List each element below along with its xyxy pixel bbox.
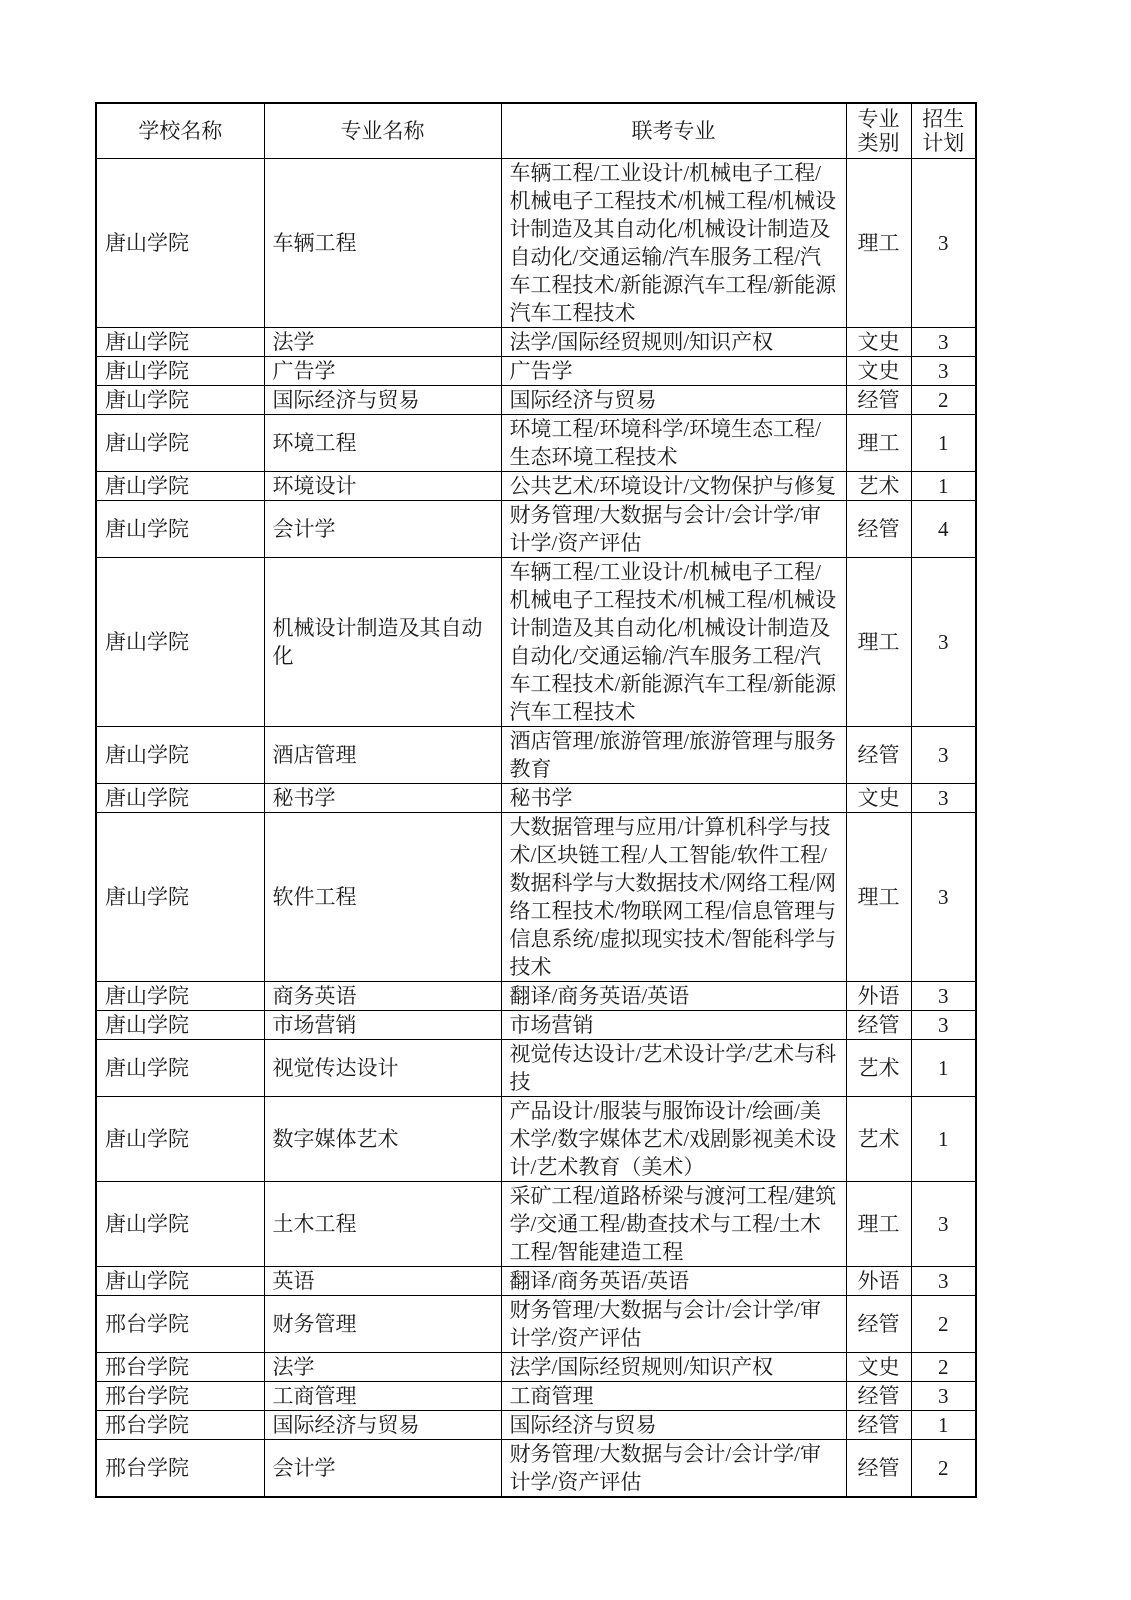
school-cell: 唐山学院	[96, 1267, 264, 1296]
category-cell: 经管	[846, 1382, 911, 1411]
major-cell: 环境工程	[264, 415, 501, 472]
joint-majors-cell: 法学/国际经贸规则/知识产权	[501, 1353, 846, 1382]
school-cell: 唐山学院	[96, 159, 264, 328]
major-cell: 软件工程	[264, 813, 501, 982]
joint-majors-cell: 财务管理/大数据与会计/会计学/审计学/资产评估	[501, 1296, 846, 1353]
joint-majors-cell: 财务管理/大数据与会计/会计学/审计学/资产评估	[501, 1440, 846, 1498]
plan-cell: 3	[911, 1382, 976, 1411]
plan-cell: 1	[911, 1040, 976, 1097]
major-cell: 法学	[264, 328, 501, 357]
table-row	[96, 1440, 976, 1498]
major-cell: 车辆工程	[264, 159, 501, 328]
school-cell: 邢台学院	[96, 1353, 264, 1382]
major-cell: 商务英语	[264, 982, 501, 1011]
table-header	[96, 103, 976, 159]
school-cell: 唐山学院	[96, 558, 264, 727]
joint-majors-cell: 车辆工程/工业设计/机械电子工程/机械电子工程技术/机械工程/机械设计制造及其自动化/机械设计制造及自动化/交通运输/汽车服务工程/汽车工程技术/新能源汽车工程/新能源汽车工程技术	[501, 558, 846, 727]
table-row	[96, 1411, 976, 1440]
category-cell: 文史	[846, 357, 911, 386]
table-row	[96, 813, 976, 982]
major-cell: 国际经济与贸易	[264, 386, 501, 415]
school-cell: 唐山学院	[96, 386, 264, 415]
table-row	[96, 1097, 976, 1182]
joint-majors-cell: 财务管理/大数据与会计/会计学/审计学/资产评估	[501, 501, 846, 558]
header-joint-exam-majors: 联考专业	[501, 103, 846, 159]
table-row	[96, 982, 976, 1011]
major-cell: 数字媒体艺术	[264, 1097, 501, 1182]
plan-cell: 1	[911, 472, 976, 501]
table-row	[96, 558, 976, 727]
category-cell: 经管	[846, 1440, 911, 1498]
plan-cell: 2	[911, 1353, 976, 1382]
plan-cell: 3	[911, 1011, 976, 1040]
table-row	[96, 415, 976, 472]
plan-cell: 1	[911, 1097, 976, 1182]
joint-majors-cell: 环境工程/环境科学/环境生态工程/生态环境工程技术	[501, 415, 846, 472]
major-cell: 土木工程	[264, 1182, 501, 1267]
category-cell: 外语	[846, 982, 911, 1011]
joint-majors-cell: 采矿工程/道路桥梁与渡河工程/建筑学/交通工程/勘查技术与工程/土木工程/智能建造工程	[501, 1182, 846, 1267]
table-row	[96, 1353, 976, 1382]
school-cell: 唐山学院	[96, 1097, 264, 1182]
plan-cell: 3	[911, 1267, 976, 1296]
table-row	[96, 1382, 976, 1411]
joint-majors-cell: 秘书学	[501, 784, 846, 813]
joint-majors-cell: 翻译/商务英语/英语	[501, 1267, 846, 1296]
category-cell: 理工	[846, 813, 911, 982]
category-cell: 理工	[846, 415, 911, 472]
category-cell: 文史	[846, 328, 911, 357]
header-school-name: 学校名称	[96, 103, 264, 159]
joint-majors-cell: 大数据管理与应用/计算机科学与技术/区块链工程/人工智能/软件工程/数据科学与大数据技术/网络工程/网络工程技术/物联网工程/信息管理与信息系统/虚拟现实技术/智能科学与技术	[501, 813, 846, 982]
school-cell: 唐山学院	[96, 415, 264, 472]
table-row	[96, 1040, 976, 1097]
table-row	[96, 472, 976, 501]
joint-majors-cell: 视觉传达设计/艺术设计学/艺术与科技	[501, 1040, 846, 1097]
category-cell: 经管	[846, 1411, 911, 1440]
school-cell: 唐山学院	[96, 501, 264, 558]
joint-majors-cell: 国际经济与贸易	[501, 1411, 846, 1440]
school-cell: 唐山学院	[96, 357, 264, 386]
plan-cell: 1	[911, 1411, 976, 1440]
major-cell: 英语	[264, 1267, 501, 1296]
school-cell: 邢台学院	[96, 1440, 264, 1498]
category-cell: 文史	[846, 784, 911, 813]
joint-majors-cell: 广告学	[501, 357, 846, 386]
category-cell: 外语	[846, 1267, 911, 1296]
plan-cell: 3	[911, 784, 976, 813]
plan-cell: 3	[911, 1182, 976, 1267]
table-body	[96, 159, 976, 1498]
plan-cell: 3	[911, 813, 976, 982]
plan-cell: 3	[911, 159, 976, 328]
major-cell: 机械设计制造及其自动化	[264, 558, 501, 727]
table-row	[96, 501, 976, 558]
major-cell: 国际经济与贸易	[264, 1411, 501, 1440]
school-cell: 邢台学院	[96, 1296, 264, 1353]
table-row	[96, 1182, 976, 1267]
joint-majors-cell: 市场营销	[501, 1011, 846, 1040]
table-row	[96, 328, 976, 357]
plan-cell: 3	[911, 982, 976, 1011]
category-cell: 艺术	[846, 472, 911, 501]
major-cell: 视觉传达设计	[264, 1040, 501, 1097]
header-enrollment-plan: 招生计划	[911, 103, 976, 159]
school-cell: 唐山学院	[96, 982, 264, 1011]
joint-majors-cell: 车辆工程/工业设计/机械电子工程/机械电子工程技术/机械工程/机械设计制造及其自动化/机械设计制造及自动化/交通运输/汽车服务工程/汽车工程技术/新能源汽车工程/新能源汽车工程技术	[501, 159, 846, 328]
joint-majors-cell: 酒店管理/旅游管理/旅游管理与服务教育	[501, 727, 846, 784]
major-cell: 法学	[264, 1353, 501, 1382]
category-cell: 经管	[846, 727, 911, 784]
category-cell: 经管	[846, 1296, 911, 1353]
joint-majors-cell: 翻译/商务英语/英语	[501, 982, 846, 1011]
plan-cell: 3	[911, 727, 976, 784]
major-cell: 秘书学	[264, 784, 501, 813]
joint-majors-cell: 法学/国际经贸规则/知识产权	[501, 328, 846, 357]
major-cell: 工商管理	[264, 1382, 501, 1411]
joint-majors-cell: 工商管理	[501, 1382, 846, 1411]
school-cell: 邢台学院	[96, 1411, 264, 1440]
school-cell: 唐山学院	[96, 472, 264, 501]
category-cell: 文史	[846, 1353, 911, 1382]
table-row	[96, 1296, 976, 1353]
major-cell: 市场营销	[264, 1011, 501, 1040]
school-cell: 唐山学院	[96, 1040, 264, 1097]
plan-cell: 3	[911, 328, 976, 357]
school-cell: 唐山学院	[96, 1182, 264, 1267]
school-cell: 唐山学院	[96, 813, 264, 982]
school-cell: 唐山学院	[96, 1011, 264, 1040]
table-row	[96, 727, 976, 784]
category-cell: 经管	[846, 1011, 911, 1040]
joint-majors-cell: 国际经济与贸易	[501, 386, 846, 415]
category-cell: 经管	[846, 386, 911, 415]
major-cell: 会计学	[264, 501, 501, 558]
joint-majors-cell: 产品设计/服装与服饰设计/绘画/美术学/数字媒体艺术/戏剧影视美术设计/艺术教育（美术）	[501, 1097, 846, 1182]
plan-cell: 2	[911, 1296, 976, 1353]
category-cell: 艺术	[846, 1040, 911, 1097]
school-cell: 唐山学院	[96, 727, 264, 784]
joint-majors-cell: 公共艺术/环境设计/文物保护与修复	[501, 472, 846, 501]
admission-plan-table	[95, 102, 977, 1498]
plan-cell: 4	[911, 501, 976, 558]
table-row	[96, 159, 976, 328]
major-cell: 财务管理	[264, 1296, 501, 1353]
plan-cell: 3	[911, 558, 976, 727]
table-row	[96, 1011, 976, 1040]
plan-cell: 3	[911, 357, 976, 386]
category-cell: 经管	[846, 501, 911, 558]
category-cell: 理工	[846, 1182, 911, 1267]
table-row	[96, 386, 976, 415]
category-cell: 理工	[846, 558, 911, 727]
major-cell: 酒店管理	[264, 727, 501, 784]
table-row	[96, 1267, 976, 1296]
plan-cell: 2	[911, 1440, 976, 1498]
plan-cell: 1	[911, 415, 976, 472]
school-cell: 唐山学院	[96, 328, 264, 357]
header-row	[96, 103, 976, 159]
category-cell: 艺术	[846, 1097, 911, 1182]
header-major-category: 专业类别	[846, 103, 911, 159]
header-major-name: 专业名称	[264, 103, 501, 159]
school-cell: 邢台学院	[96, 1382, 264, 1411]
table-row	[96, 784, 976, 813]
plan-cell: 2	[911, 386, 976, 415]
school-cell: 唐山学院	[96, 784, 264, 813]
major-cell: 会计学	[264, 1440, 501, 1498]
table-row	[96, 357, 976, 386]
category-cell: 理工	[846, 159, 911, 328]
major-cell: 环境设计	[264, 472, 501, 501]
major-cell: 广告学	[264, 357, 501, 386]
